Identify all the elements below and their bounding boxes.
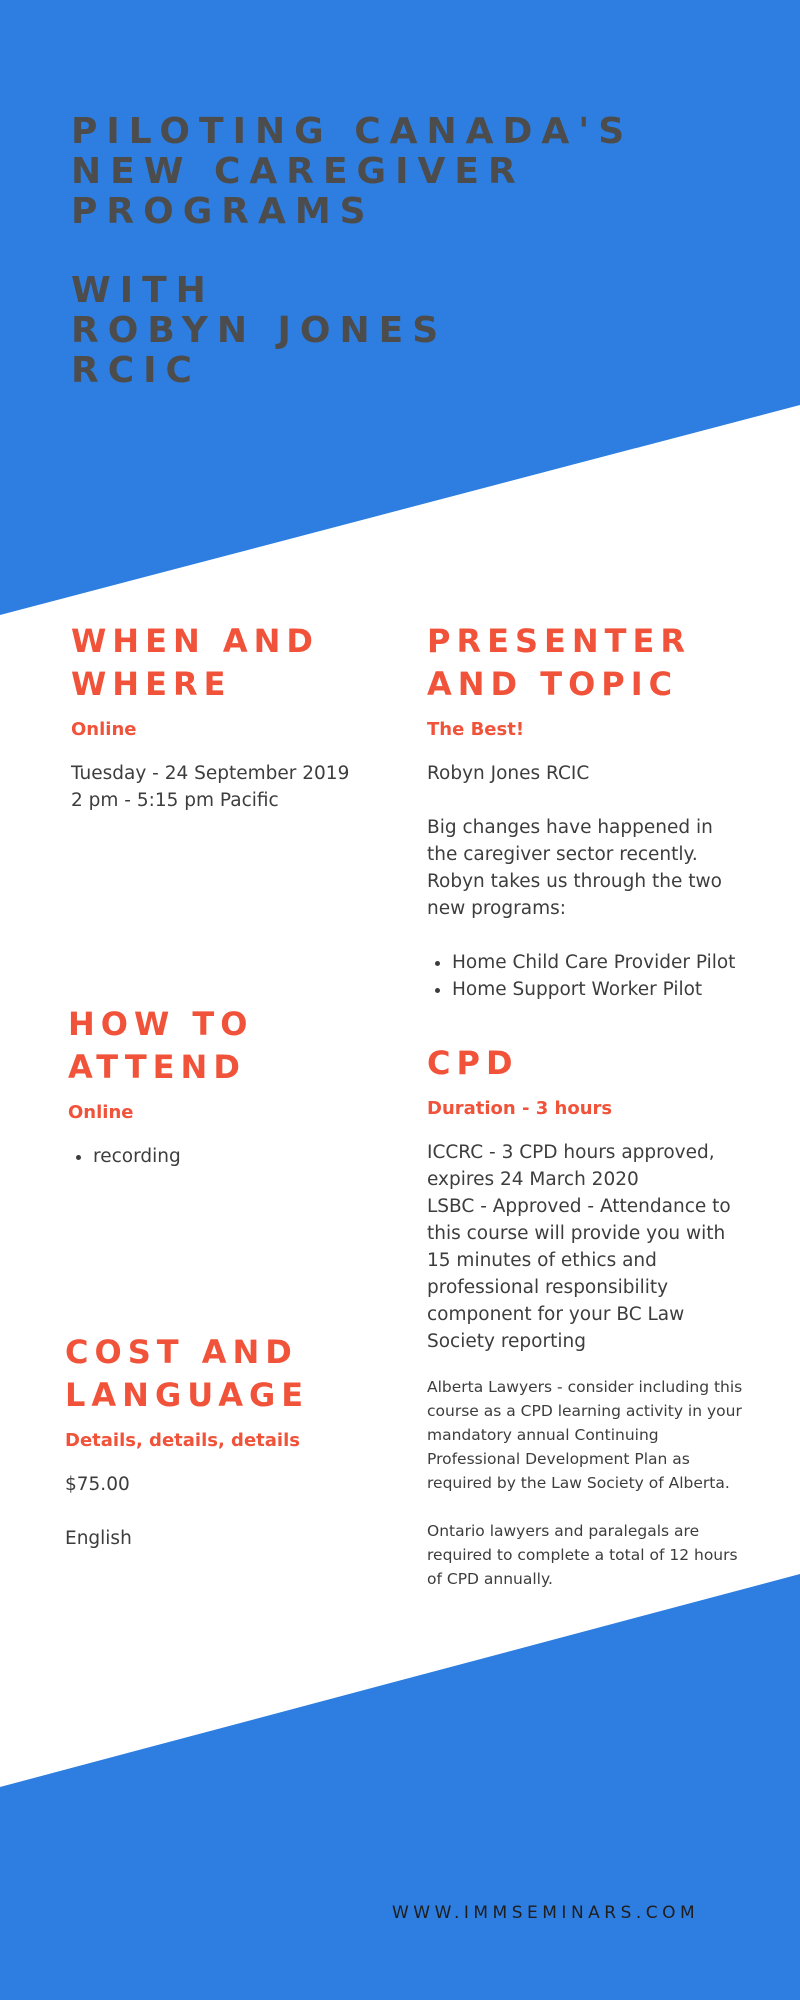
title-line: NEW CAREGIVER xyxy=(71,151,525,192)
event-date: Tuesday - 24 September 2019 xyxy=(71,763,350,784)
cpd-subheading: Duration - 3 hours xyxy=(427,1098,613,1119)
attend-heading: HOW TO ATTEND xyxy=(68,1005,254,1086)
cpd-alberta: Alberta Lawyers - consider including this course as a CPD learning activity in your mandatory annual Continuing Professional Development Plan as required by the Law Society of Alberta. xyxy=(427,1378,743,1492)
bottom-blue-shape xyxy=(0,1574,800,2000)
cost-subheading: Details, details, details xyxy=(65,1430,300,1451)
cost-section xyxy=(65,1331,385,1552)
when-subheading: Online xyxy=(71,719,137,740)
attend-list xyxy=(68,1143,368,1170)
cpd-ontario: Ontario lawyers and paralegals are required to complete a total of 12 hours of CPD annually. xyxy=(427,1522,738,1588)
list-item: • Home Support Worker Pilot xyxy=(452,976,747,1003)
presenter-line: ROBYN JONES xyxy=(71,310,448,351)
presenter-name: Robyn Jones RCIC xyxy=(427,763,590,784)
presenter-line: RCIC xyxy=(71,350,201,391)
presenter-section xyxy=(427,620,747,1003)
topic-description: Big changes have happened in the caregiver sector recently. Robyn takes us through the two new programs: xyxy=(427,817,722,919)
presenter-line: WITH xyxy=(71,270,215,311)
when-details xyxy=(71,760,371,814)
list-item: • Home Child Care Provider Pilot xyxy=(452,949,747,976)
program-list xyxy=(427,949,747,1003)
website-url[interactable]: WWW.IMMSEMINARS.COM xyxy=(392,1903,700,1923)
event-time: 2 pm - 5:15 pm Pacific xyxy=(71,790,279,811)
attend-section xyxy=(68,1003,368,1170)
page-title xyxy=(71,112,691,391)
cpd-heading: CPD xyxy=(427,1044,519,1082)
presenter-subheading: The Best! xyxy=(427,719,525,740)
cpd-lsbc: LSBC - Approved - Attendance to this course will provide you with 15 minutes of ethics and professional responsibility component for your BC Law Society reporting xyxy=(427,1196,731,1352)
attend-subheading: Online xyxy=(68,1102,134,1123)
language: English xyxy=(65,1528,132,1549)
presenter-heading: PRESENTER AND TOPIC xyxy=(427,622,691,703)
when-section xyxy=(71,620,371,814)
title-line: PROGRAMS xyxy=(71,191,375,232)
price: $75.00 xyxy=(65,1474,130,1495)
cpd-iccrc: ICCRC - 3 CPD hours approved, expires 24 March 2020 xyxy=(427,1142,715,1190)
list-item: • recording xyxy=(93,1143,368,1170)
title-line: PILOTING CANADA'S xyxy=(71,111,634,152)
cpd-section xyxy=(427,1042,747,1591)
when-heading: WHEN AND WHERE xyxy=(71,622,319,703)
cost-heading: COST AND LANGUAGE xyxy=(65,1333,310,1414)
